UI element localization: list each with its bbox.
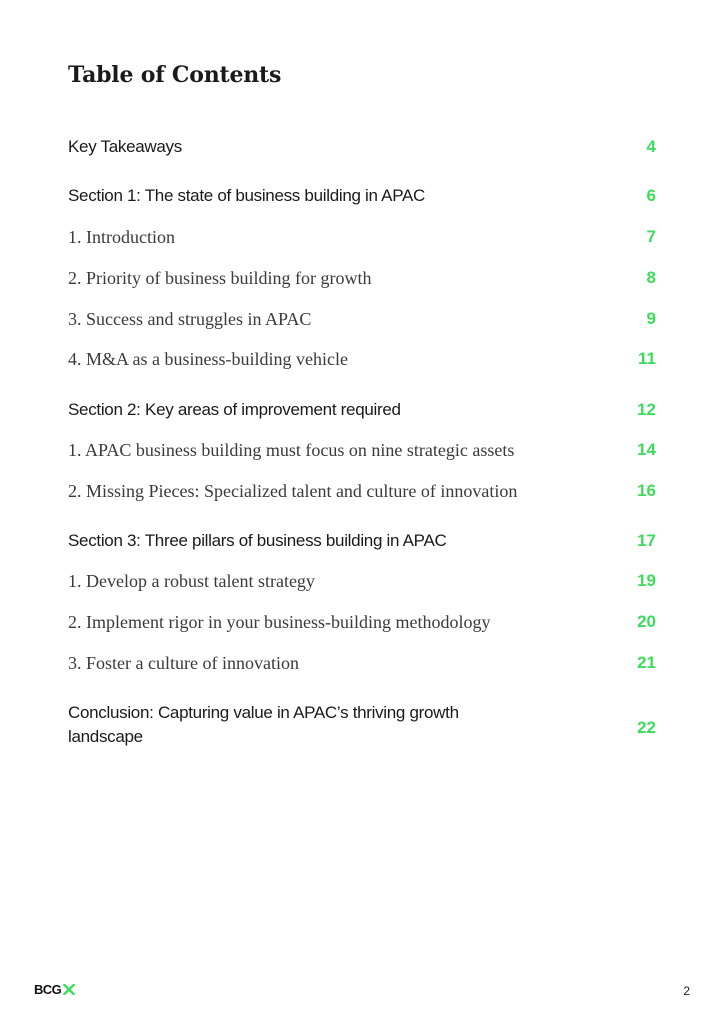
toc-entry-label: Conclusion: Capturing value in APAC’s thriving growth landscape <box>68 703 459 746</box>
toc-entry-culture-of-innovation[interactable] <box>68 651 656 675</box>
toc-entry-label: 2. Implement rigor in your business-building methodology <box>68 612 491 632</box>
toc-entry-m-and-a[interactable] <box>68 347 656 371</box>
toc-entry-page-number: 16 <box>637 481 656 500</box>
toc-entry-talent-strategy[interactable] <box>68 569 656 593</box>
toc-entry-label: Key Takeaways <box>68 137 182 156</box>
x-icon <box>63 984 75 995</box>
toc-entry-page-number: 14 <box>637 440 656 459</box>
toc-entry-page-number: 21 <box>637 653 656 672</box>
toc-entry-label: Section 1: The state of business building in APAC <box>68 186 426 205</box>
toc-entry-page-number: 4 <box>646 137 656 156</box>
page-title: Table of Contents <box>68 62 282 88</box>
toc-entry-page-number: 11 <box>638 349 656 368</box>
toc-entry-priority[interactable] <box>68 266 656 290</box>
toc-entry-section-2[interactable] <box>68 398 656 422</box>
toc-entry-label: 2. Missing Pieces: Specialized talent and culture of innovation <box>68 481 518 501</box>
toc-entry-section-3[interactable] <box>68 529 656 553</box>
toc-entry-nine-strategic-assets[interactable] <box>68 438 656 462</box>
toc-entry-label: 1. Develop a robust talent strategy <box>68 571 315 591</box>
toc-entry-success-and-struggles[interactable] <box>68 307 656 331</box>
toc-entry-section-1[interactable] <box>68 184 656 208</box>
toc-entry-page-number: 17 <box>637 531 656 550</box>
toc-entry-page-number: 20 <box>637 612 656 631</box>
toc-entry-label: 4. M&A as a business-building vehicle <box>68 349 348 369</box>
toc-entry-page-number: 22 <box>637 718 656 737</box>
bcg-x-logo <box>34 982 75 997</box>
toc-entry-page-number: 6 <box>646 186 656 205</box>
toc-entry-page-number: 9 <box>646 309 656 328</box>
toc-entry-label: 1. APAC business building must focus on nine strategic assets <box>68 440 515 460</box>
toc-entry-label: Section 3: Three pillars of business building in APAC <box>68 531 447 550</box>
toc-entry-label: 3. Foster a culture of innovation <box>68 653 299 673</box>
toc-entry-methodology[interactable] <box>68 610 656 634</box>
toc-entry-page-number: 12 <box>637 400 656 419</box>
toc-entry-missing-pieces[interactable] <box>68 479 656 503</box>
toc-entry-key-takeaways[interactable] <box>68 135 656 159</box>
page-number: 2 <box>683 984 690 998</box>
toc-entry-label: Section 2: Key areas of improvement required <box>68 400 401 419</box>
toc-entry-conclusion[interactable] <box>68 701 656 749</box>
toc-entry-introduction[interactable] <box>68 225 656 249</box>
toc-entry-label: 1. Introduction <box>68 227 175 247</box>
toc-entry-page-number: 8 <box>646 268 656 287</box>
toc-entry-label: 2. Priority of business building for growth <box>68 268 372 288</box>
toc-entry-label: 3. Success and struggles in APAC <box>68 309 312 329</box>
logo-wordmark: BCG <box>34 982 62 997</box>
toc-entry-page-number: 19 <box>637 571 656 590</box>
toc-entry-page-number: 7 <box>646 227 656 246</box>
